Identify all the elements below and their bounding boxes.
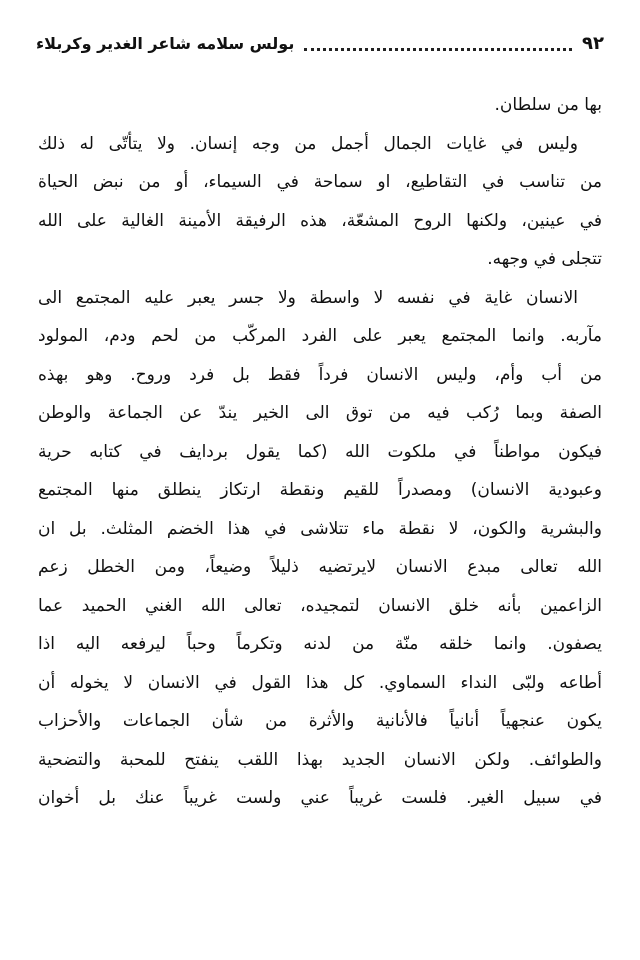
- text-line: الله تعالى مبدع الانسان لايرتضيه ذليلاً وضيعاً، ومن الخطل زعم: [38, 557, 602, 577]
- text-line: والبشرية والكون، لا نقطة ماء تتلاشى في هذا الخضم المثلث. بل ان: [38, 518, 602, 539]
- text-line: يكون عنجهياً أنانياً فالأنانية والأثرة من شأن الجماعات والأحزاب: [38, 711, 602, 731]
- text-line: من تناسب في التقاطيع، او سماحة في السيماء، أو من نبض الحياة: [38, 172, 602, 192]
- text-line: في عينين، ولكنها الروح المشعّة، هذه الرفيقة الأمينة الغالية على الله: [38, 210, 602, 231]
- page-number: ٩٢: [582, 32, 604, 54]
- text-line: يصفون. وانما خلقه منّة من لدنه وتكرماً وحباً ليرفعه اليه اذا: [38, 634, 602, 654]
- page-header: [36, 28, 604, 58]
- text-line: أطاعه ولبّى النداء السماوي. كل هذا القول في الانسان لا يخوله أن: [38, 672, 602, 693]
- text-line: الانسان غاية في نفسه لا واسطة ولا جسر يعبر عليه المجتمع الى: [38, 287, 578, 308]
- text-line: الزاعمين بأنه خلق الانسان لتمجيده، تعالى الله الغني الحميد عما: [38, 595, 602, 616]
- text-line: من أب وأم، وليس الانسان فرداً فقط بل فرد وروح. وهو بهذه: [38, 364, 602, 385]
- running-title: بولس سلامه شاعر الغدير وكربلاء: [36, 33, 295, 53]
- text-line: مآربه. وانما المجتمع يعبر على الفرد المركّب من لحم ودم، المولود: [38, 326, 602, 346]
- leader-dots: [304, 48, 572, 51]
- text-line: في سبيل الغير. فلست غريباً عني ولست غريباً عنك بل أخوان: [38, 788, 602, 808]
- body-text: [38, 86, 602, 818]
- text-line: فيكون مواطناً في ملكوت الله (كما يقول بردايف في كتابه حرية: [38, 441, 602, 462]
- text-line: بها من سلطان.: [494, 95, 602, 115]
- text-line: تتجلى في وجهه.: [487, 249, 602, 269]
- text-line: الصفة وبما رُكب فيه من توق الى الخير يندّ عن الجماعة والوطن: [38, 403, 602, 423]
- text-line: والطوائف. ولكن الانسان الجديد بهذا اللقب ينفتح للمحبة والتضحية: [38, 749, 602, 770]
- text-line: وليس في غايات الجمال أجمل من وجه إنسان. ولا يتأتّى له ذلك: [38, 133, 578, 154]
- text-line: وعبودية الانسان) ومصدراً للقيم ونقطة ارتكاز ينطلق منها المجتمع: [38, 480, 602, 500]
